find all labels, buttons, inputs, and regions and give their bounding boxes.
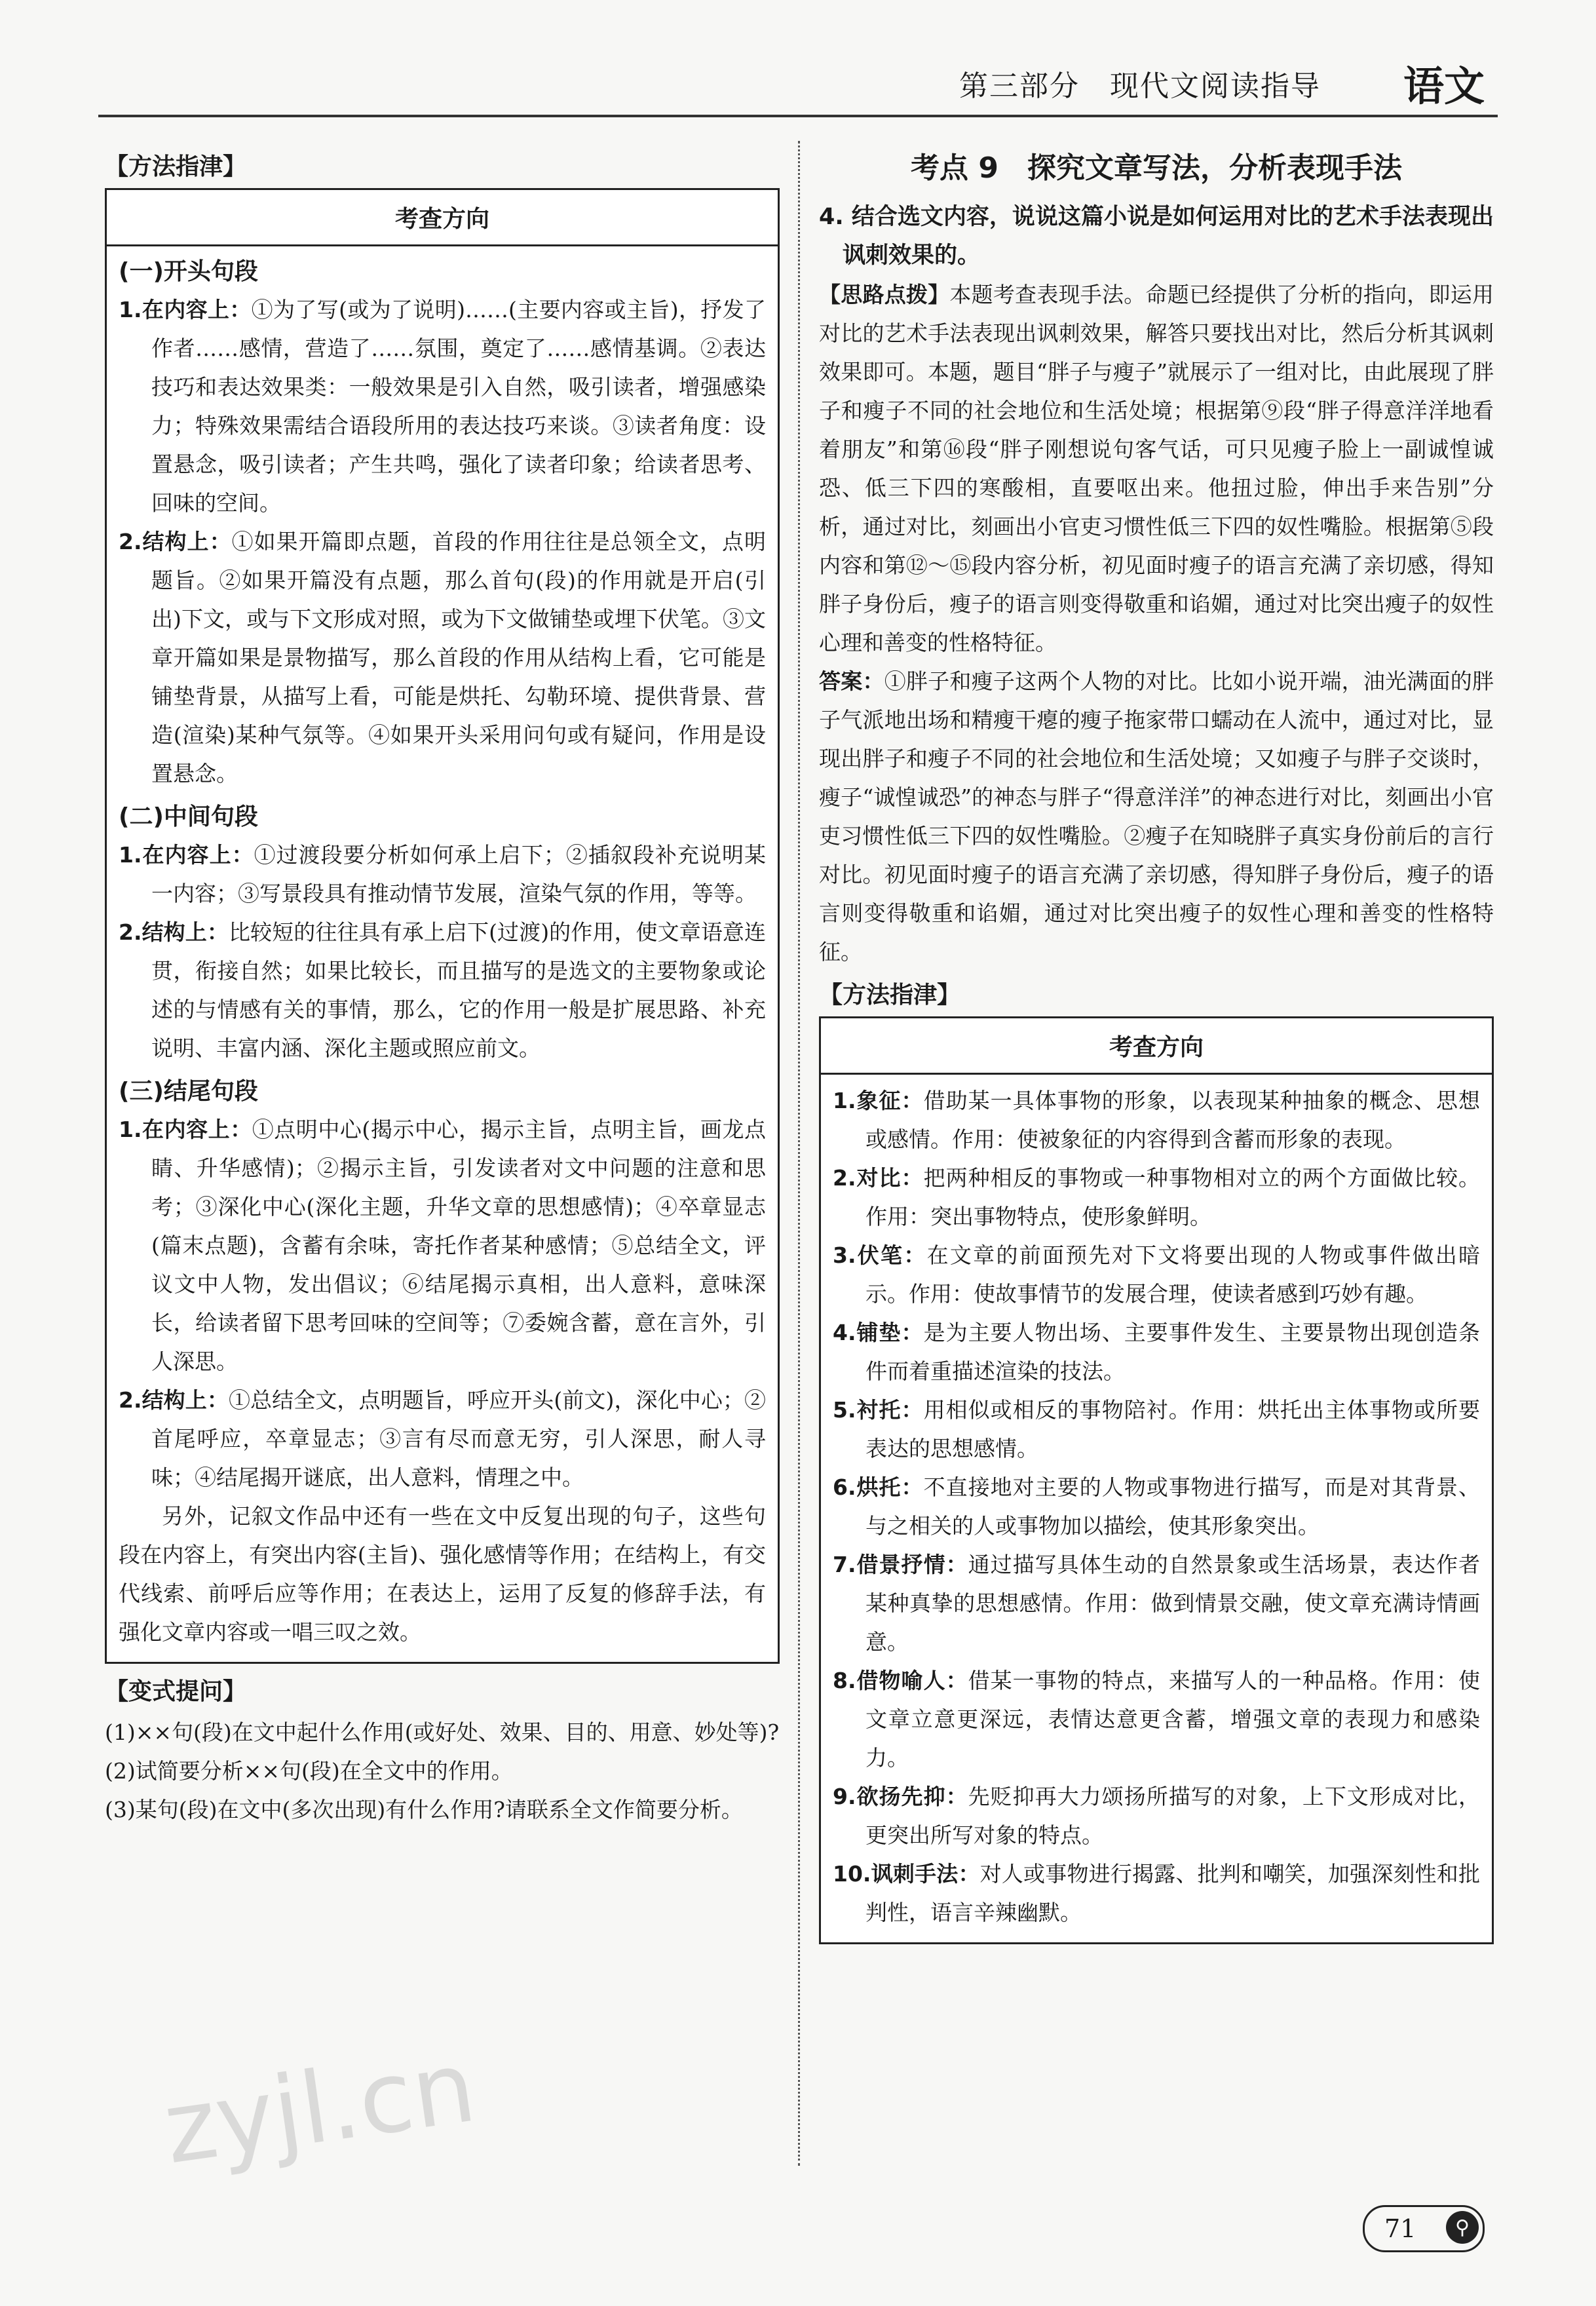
magnifier-icon: ⚲ [1446,2211,1479,2244]
method-item: 2.结构上：①总结全文，点明题旨，呼应开头(前文)，深化中心；②首尾呼应，卒章显志；③言有尽而意无穷，引人深思，耐人寻味；④结尾揭开谜底，出人意料，情理之中。 [119,1387,767,1490]
method-item: 1.在内容上：①点明中心(揭示中心，揭示主旨，点明主旨，画龙点睛、升华感情)；②揭示主旨，引发读者对文中问题的注意和思考；③深化中心(深化主题，升华文章的思想感情)；④卒章显志(篇末点题)，含蓄有余味，寄托作者某种感情；⑤总结全文，评议文中人物，发出倡议；⑥结尾揭示真相，出人意料，意味深长，给读者留下思考回味的空间等；⑦委婉含蓄，意在言外，引人深思。 [119,1117,767,1374]
extra-paragraph: 另外，记叙文作品中还有一些在文中反复出现的句子，这些句段在内容上，有突出内容(主旨)、强化感情等作用；在结构上，有交代线索、前呼后应等作用；在表达上，运用了反复的修辞手法，有强化文章内容或一唱三叹之效。 [119,1503,766,1645]
method-item: 2.结构上：①如果开篇即点题，首段的作用往往是总领全文，点明题旨。②如果开篇没有点题，那么首句(段)的作用就是开启(引出)下文，或与下文形成对照，或为下文做铺垫或埋下伏笔。③文章开篇如果是景物描写，那么首段的作用从结构上看，它可能是铺垫背景，从描写上看，可能是烘托、勾勒环境、提供背景、营造(渲染)某种气氛等。④如果开头采用问句或有疑问，作用是设置悬念。 [119,529,767,786]
technique-item: 3.伏笔：在文章的前面预先对下文将要出现的人物或事件做出暗示。作用：使故事情节的发展合理，使读者感到巧妙有趣。 [833,1242,1481,1307]
method-item: 1.在内容上：①过渡段要分析如何承上启下；②插叙段补充说明某一内容；③写景段具有推动情节发展，渲染气氛的作用，等等。 [119,842,767,906]
kaodian-title: 考点 9 探究文章写法，分析表现手法 [911,151,1402,185]
left-column [105,144,780,1829]
variant-list [105,1713,780,1829]
section-heading: (二)中间句段 [119,803,258,830]
page-number: 71 [1384,2214,1416,2243]
right-column [819,144,1494,1944]
technique-item: 6.烘托：不直接地对主要的人物或事物进行描写，而是对其背景、与之相关的人或事物加以描绘，使其形象突出。 [833,1474,1481,1539]
box-heading: 考查方向 [821,1018,1492,1075]
box-heading: 考查方向 [107,190,778,246]
answer-paragraph: 答案：①胖子和瘦子这两个人物的对比。比如小说开端，油光满面的胖子气派地出场和精瘦干瘪的瘦子拖家带口蠕动在人流中，通过对比，显现出胖子和瘦子不同的社会地位和生活处境；又如瘦子与胖子交谈时，瘦子“诚惶诚恐”的神态与胖子“得意洋洋”的神态进行对比，刻画出小官吏习惯性低三下四的奴性嘴脸。②瘦子在知晓胖子真实身份前后的言行对比。初见面时瘦子的语言充满了亲切感，得知胖子身份后，瘦子的语言则变得敬重和谄媚，通过对比突出瘦子的奴性心理和善变的性格特征。 [819,668,1494,965]
method-item: 1.在内容上：①为了写(或为了说明)……(主要内容或主旨)，抒发了作者……感情，营造了……氛围，奠定了……感情基调。②表达技巧和表达效果类：一般效果是引入自然，吸引读者，增强感染力；特殊效果需结合语段所用的表达技巧来谈。③读者角度：设置悬念，吸引读者；产生共鸣，强化了读者印象；给读者思考、回味的空间。 [119,297,767,516]
section-heading: (三)结尾句段 [119,1078,258,1105]
technique-item: 9.欲扬先抑：先贬抑再大力颂扬所描写的对象，上下文形成对比，更突出所写对象的特点。 [833,1784,1481,1848]
technique-item: 7.借景抒情：通过描写具体生动的自然景象或生活场景，表达作者某种真挚的思想感情。作用：做到情景交融，使文章充满诗情画意。 [833,1552,1481,1655]
subject-title: 语文 [1403,62,1485,110]
section-heading: (一)开头句段 [119,258,258,285]
method-box [105,188,780,1664]
section-title: 第三部分 现代文阅读指导 [959,69,1321,103]
technique-item: 8.借物喻人：借某一事物的特点，来描写人的一种品格。作用：使文章立意更深远，表情达意更含蓄，增强文章的表现力和感染力。 [833,1668,1481,1771]
technique-item: 4.铺垫：是为主要人物出场、主要事件发生、主要景物出现创造条件而着重描述渲染的技法。 [833,1320,1481,1384]
variant-question: (3)某句(段)在文中(多次出现)有什么作用?请联系全文作简要分析。 [105,1797,743,1822]
method-tag: 【方法指津】 [105,153,247,180]
method-item: 2.结构上：比较短的往往具有承上启下(过渡)的作用，使文章语意连贯，衔接自然；如果比较长，而且描写的是选文的主要物象或论述的与情感有关的事情，那么，它的作用一般是扩展思路、补充说明、丰富内涵、深化主题或照应前文。 [119,919,767,1061]
technique-item: 1.象征：借助某一具体事物的形象，以表现某种抽象的概念、思想或感情。作用：使被象征的内容得到含蓄而形象的表现。 [833,1088,1481,1152]
page-header [0,0,1596,125]
column-divider [798,141,800,2166]
variant-tag: 【变式提问】 [105,1678,247,1705]
page-number-badge [1363,2205,1485,2252]
variant-question: (1)××句(段)在文中起什么作用(或好处、效果、目的、用意、妙处等)? [105,1720,780,1745]
variant-question: (2)试简要分析××句(段)在全文中的作用。 [105,1758,513,1784]
technique-box [819,1016,1494,1944]
header-rule [98,115,1498,117]
question-stem: 4. 结合选文内容，说说这篇小说是如何运用对比的艺术手法表现出讽刺效果的。 [819,204,1494,269]
technique-item: 10.讽刺手法：对人或事物进行揭露、批判和嘲笑，加强深刻性和批判性，语言辛辣幽默。 [833,1861,1481,1925]
hint-paragraph: 【思路点拨】本题考查表现手法。命题已经提供了分析的指向，即运用对比的艺术手法表现出讽刺效果，解答只要找出对比，然后分析其讽刺效果即可。本题，题目“胖子与瘦子”就展示了一组对比，由此展现了胖子和瘦子不同的社会地位和生活处境；根据第⑨段“胖子得意洋洋地看着朋友”和第⑯段“胖子刚想说句客气话，可只见瘦子脸上一副诚惶诚恐、低三下四的寒酸相，直要呕出来。他扭过脸，伸出手来告别”分析，通过对比，刻画出小官吏习惯性低三下四的奴性嘴脸。根据第⑤段内容和第⑫～⑮段内容分析，初见面时瘦子的语言充满了亲切感，得知胖子身份后，瘦子的语言则变得敬重和谄媚，通过对比突出瘦子的奴性心理和善变的性格特征。 [819,282,1494,655]
method-tag: 【方法指津】 [819,982,961,1009]
technique-item: 2.对比：把两种相反的事物或一种事物相对立的两个方面做比较。作用：突出事物特点，使形象鲜明。 [833,1165,1481,1229]
watermark: zyjl.cn [157,2029,482,2187]
technique-item: 5.衬托：用相似或相反的事物陪衬。作用：烘托出主体事物或所要表达的思想感情。 [833,1397,1481,1461]
